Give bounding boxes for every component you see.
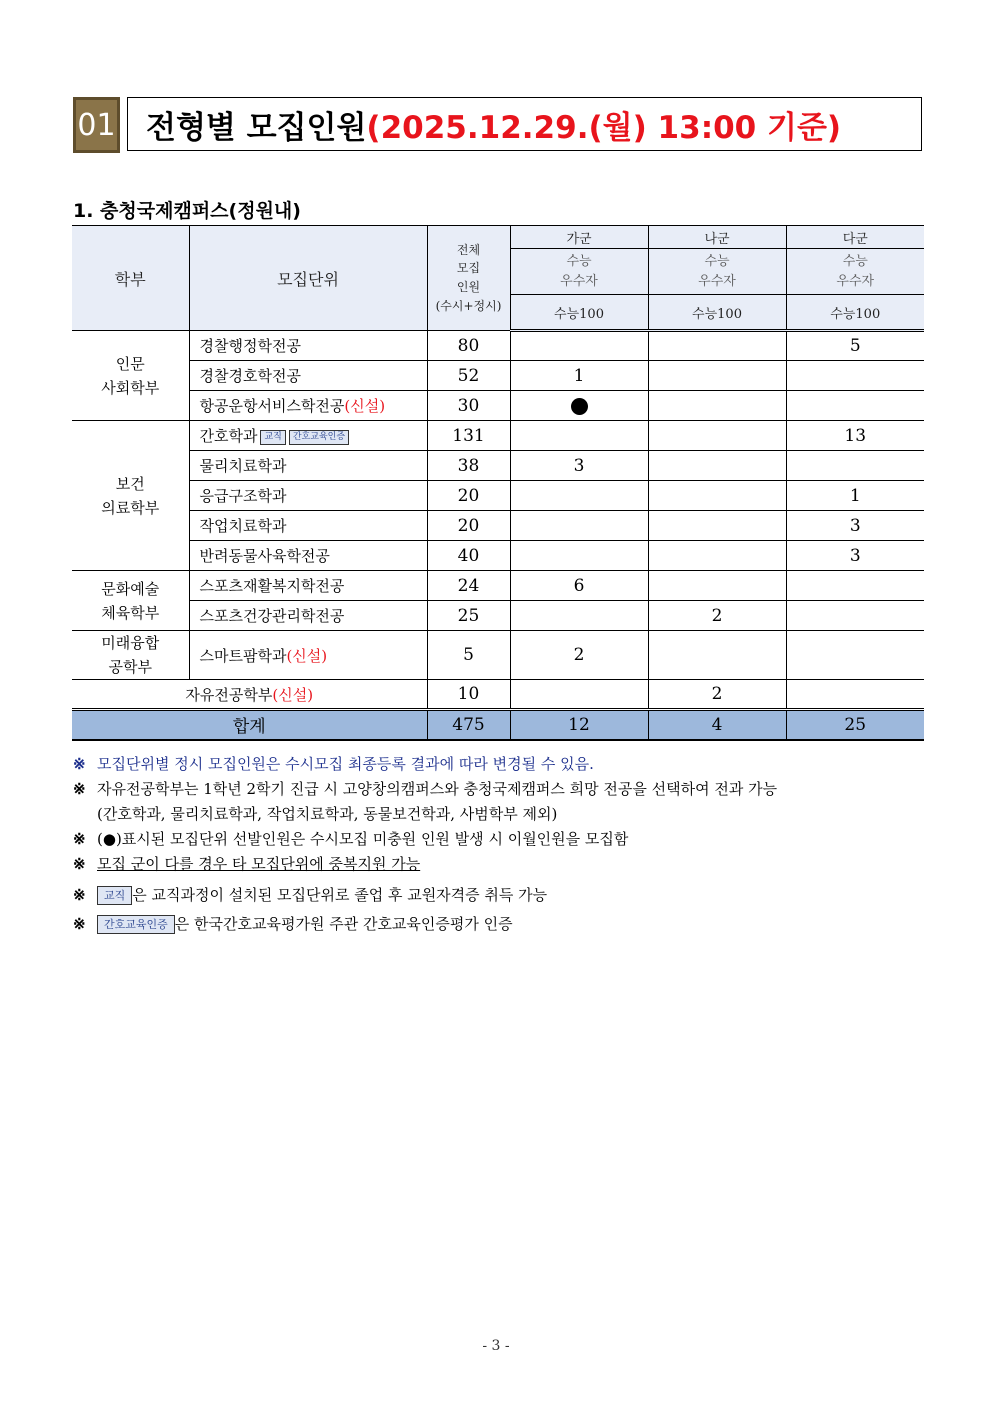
note-5: ※ 교직 은 교직과정이 설치된 모집단위로 졸업 후 교원자격증 취득 가능 [73,886,548,904]
table-row [72,571,924,601]
unit-name: 간호학과 교직 간호교육인증 [189,421,427,451]
unit-name: 경찰행정학전공 [189,331,427,361]
unit-name: 항공운항서비스학전공(신설) [189,391,427,421]
na-count [648,541,786,571]
na-count [648,631,786,680]
teaching-tag: 교직 [260,430,285,445]
header-dept: 학부 [72,226,189,331]
total-count: 52 [427,361,510,391]
note-3: ※ (●)표시된 모집단위 선발인원은 수시모집 미충원 인원 발생 시 이월인원을 모집함 [73,830,629,848]
table-row [72,481,924,511]
sum-ga: 12 [510,710,648,740]
unit-name: 자유전공학부(신설) [72,680,427,710]
ga-count: 2 [510,631,648,680]
header-total [427,226,510,331]
da-count: 5 [786,331,924,361]
ga-count [510,331,648,361]
header-group-ga: 가군 [510,226,648,249]
table-row [72,680,924,710]
header-type-da: 수능 우수자 [786,249,924,295]
note-1: ※ 모집단위별 정시 모집인원은 수시모집 최종등록 결과에 따라 변경될 수 있음. [73,755,594,773]
da-count [786,601,924,631]
unit-name: 스마트팜학과(신설) [189,631,427,680]
dept-health: 보건 의료학부 [72,421,189,571]
ga-count: 1 [510,361,648,391]
table-row [72,511,924,541]
total-count: 40 [427,541,510,571]
new-tag: (신설) [344,397,386,415]
subtitle: 1. 충청국제캠퍼스(정원내) [73,200,301,222]
section-title-main: 전형별 모집인원 [146,109,367,146]
note-6: ※ 간호교육인증 은 한국간호교육평가원 주관 간호교육인증평가 인증 [73,915,513,933]
unit-name: 스포츠재활복지학전공 [189,571,427,601]
na-count [648,391,786,421]
sum-total: 475 [427,710,510,740]
section-title [127,97,922,151]
ga-count [510,421,648,451]
header-unit: 모집단위 [189,226,427,331]
header-type-na: 수능 우수자 [648,249,786,295]
ga-count [510,680,648,710]
na-count [648,361,786,391]
unit-name: 스포츠건강관리학전공 [189,601,427,631]
section-number: 01 [73,97,120,153]
sum-label: 합계 [72,710,427,740]
da-count [786,571,924,601]
header-group-na: 나군 [648,226,786,249]
ga-count [510,511,648,541]
na-count [648,331,786,361]
na-count [648,571,786,601]
da-count [786,680,924,710]
ga-count: 3 [510,451,648,481]
total-count: 131 [427,421,510,451]
page-number: - 3 - [482,1338,510,1354]
total-count: 20 [427,481,510,511]
note-4: ※ 모집 군이 다를 경우 타 모집단위에 중복지원 가능 [73,855,421,873]
table-row [72,541,924,571]
new-tag: (신설) [272,685,314,704]
dept-humanities: 인문 사회학부 [72,331,189,421]
carryover-dot-icon [510,391,648,421]
total-count: 38 [427,451,510,481]
sum-row [72,710,924,740]
unit-name: 경찰경호학전공 [189,361,427,391]
note-2: ※ 자유전공학부는 1학년 2학기 진급 시 고양창의캠퍼스와 충청국제캠퍼스 희망 전공을 선택하여 전과 가능 [73,780,778,798]
ga-count [510,541,648,571]
table-row [72,331,924,361]
da-count: 3 [786,541,924,571]
dept-future: 미래융합 공학부 [72,631,189,680]
header-total-l1: 전체 [456,242,481,257]
total-count: 25 [427,601,510,631]
table-row [72,421,924,451]
unit-name: 작업치료학과 [189,511,427,541]
new-tag: (신설) [286,646,328,665]
ga-count: 6 [510,571,648,601]
header-score-da: 수능100 [786,295,924,331]
total-count: 30 [427,391,510,421]
note-2b: (간호학과, 물리치료학과, 작업치료학과, 동물보건학과, 사범학부 제외) [97,805,558,823]
nursing-cert-badge: 간호교육인증 [97,915,175,934]
table-row [72,361,924,391]
da-count: 1 [786,481,924,511]
unit-name: 반려동물사육학전공 [189,541,427,571]
unit-name: 응급구조학과 [189,481,427,511]
table-row [72,631,924,680]
table-row [72,451,924,481]
header-total-l4: (수시+정시) [435,298,502,313]
header-total-l3: 인원 [456,280,481,294]
dept-arts: 문화예술 체육학부 [72,571,189,631]
da-count: 13 [786,421,924,451]
header-score-na: 수능100 [648,295,786,331]
total-count: 80 [427,331,510,361]
total-count: 5 [427,631,510,680]
total-count: 20 [427,511,510,541]
ga-count [510,601,648,631]
sum-da: 25 [786,710,924,740]
da-count [786,631,924,680]
da-count [786,451,924,481]
da-count: 3 [786,511,924,541]
sum-na: 4 [648,710,786,740]
header-group-da: 다군 [786,226,924,249]
na-count [648,451,786,481]
da-count [786,361,924,391]
table-row [72,601,924,631]
da-count [786,391,924,421]
section-title-date: (2025.12.29.(월) 13:00 기준) [366,109,842,146]
header-score-ga: 수능100 [510,295,648,331]
admission-table [72,225,924,741]
unit-name: 물리치료학과 [189,451,427,481]
teaching-badge: 교직 [97,886,132,905]
nursing-cert-tag: 간호교육인증 [289,430,349,445]
header-type-ga: 수능 우수자 [510,249,648,295]
na-count: 2 [648,680,786,710]
notes [73,752,933,937]
na-count: 2 [648,601,786,631]
ga-count [510,481,648,511]
na-count [648,481,786,511]
na-count [648,511,786,541]
total-count: 24 [427,571,510,601]
table-row [72,391,924,421]
na-count [648,421,786,451]
total-count: 10 [427,680,510,710]
header-total-l2: 모집 [456,261,481,276]
